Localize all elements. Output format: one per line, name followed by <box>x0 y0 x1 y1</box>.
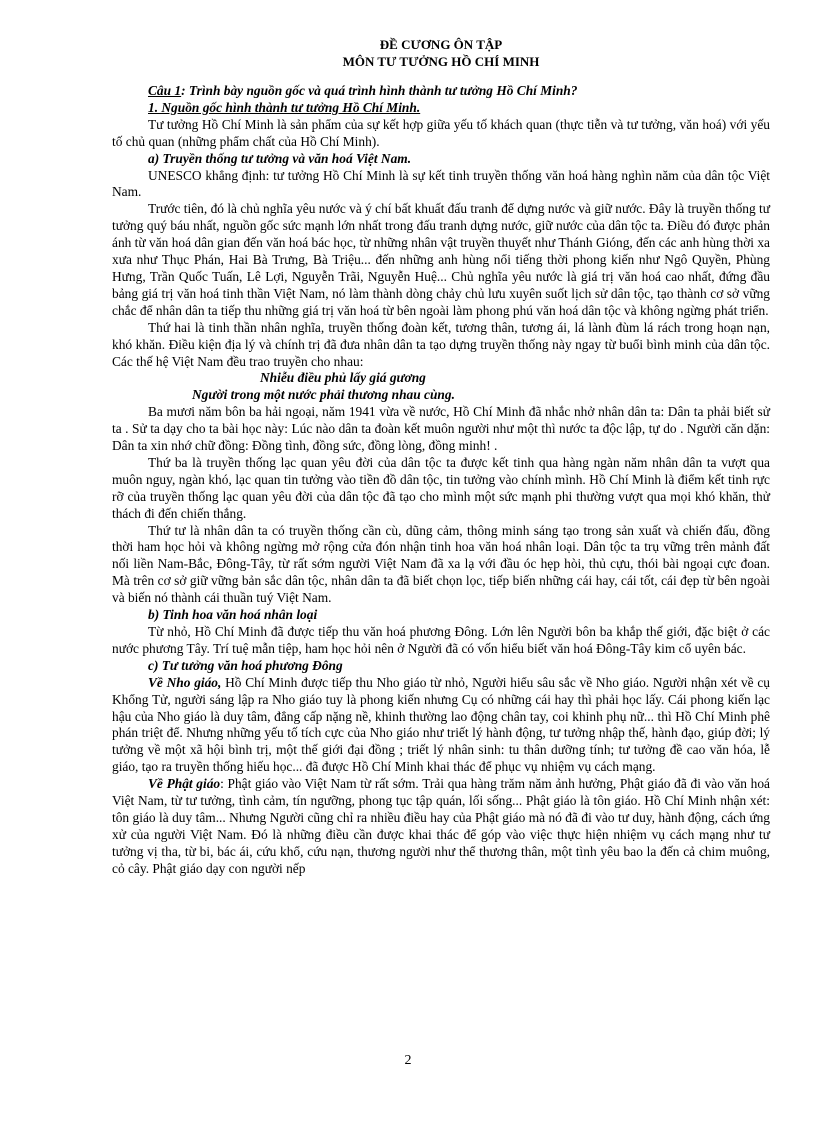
confucianism-label: Về Nho giáo, <box>148 674 222 690</box>
paragraph-buddhism <box>112 776 770 877</box>
section-heading-1: 1. Nguồn gốc hình thành tư tưởng Hồ Chí Minh. <box>148 99 421 115</box>
document-page <box>112 36 770 878</box>
document-title-line-2: MÔN TƯ TƯỞNG HỒ CHÍ MINH <box>342 54 540 69</box>
poem-line-1: Nhiễu điều phủ lấy giá gương <box>260 370 426 386</box>
poem-line-2: Người trong một nước phải thương nhau cùng. <box>192 387 455 403</box>
buddhism-label: Về Phật giáo <box>148 776 221 792</box>
paragraph-unesco: UNESCO khẳng định: tư tưởng Hồ Chí Minh là sự kết tinh truyền thống văn hoá hàng nghìn năm của dân tộc Việt Nam. <box>112 167 770 200</box>
subheading-b: b) Tinh hoa văn hoá nhân loại <box>148 607 318 623</box>
paragraph-confucianism <box>112 675 770 776</box>
paragraph-second: Thứ hai là tinh thần nhân nghĩa, truyền thống đoàn kết, tương thân, tương ái, lá lành đùm lá rách trong hoạn nạn, khó khăn. Điều kiện địa lý và chính trị đã đưa nhân dân ta tạo dựng truyền thống này ngay từ buổi bình minh của dân tộc. Các thế hệ Việt Nam đều trao truyền cho nhau: <box>112 319 770 369</box>
paragraph-third: Thứ ba là truyền thống lạc quan yêu đời của dân tộc ta được kết tinh qua hàng ngàn năm nhân dân ta vượt qua muôn nguy, ngàn khó, lạc quan tin tưởng vào tiền đồ dân tộc, tin tưởng vào chính mình. Hồ Chí Minh là điểm kết tinh rực rỡ của truyền thống lạc quan yêu đời của dân tộc đã tạo cho mình một sức mạnh phi thường vượt qua mọi khó khăn, thử thách đi đến chiến thắng. <box>112 454 770 521</box>
confucianism-text: Hồ Chí Minh được tiếp thu Nho giáo từ nhỏ, Người hiểu sâu sắc về Nho giáo. Người nhận xét về cụ Khổng Tử, người sáng lập ra Nho giáo tuy là phong kiến nhưng Cụ có những cái hay thì phải học lấy. Cái phong kiến lạc hậu của Nho giáo là duy tâm, đẳng cấp nặng nề, khinh thường lao động chân tay, coi khinh phụ nữ... thì Hồ Chí Minh phê phán triệt để. Nhưng những yếu tố tích cực của Nho giáo như triết lý hành động, tư tưởng nhập thế, hành đạo, giúp đời; lý tưởng về một xã hội bình trị, một thế giới đại đồng ; triết lý nhân sinh: tu thân dưỡng tính; tư tưởng đề cao văn hóa, lễ giáo, tạo ra truyền thống hiếu học... đã được Hồ Chí Minh khai thác để phục vụ nhiệm vụ cách mạng. <box>112 674 770 775</box>
page-number: 2 <box>404 1053 412 1068</box>
question-heading <box>148 83 770 100</box>
paragraph-fourth: Thứ tư là nhân dân ta có truyền thống cần cù, dũng cảm, thông minh sáng tạo trong sản xuất và chiến đấu, đồng thời ham học hỏi và không ngừng mở rộng cửa đón nhận tinh hoa văn hoá nhân loại. Dân tộc ta trụ vững trên mảnh đất nối liền Nam-Bắc, Đông-Tây, từ rất sớm người Việt Nam đã xa lạ với đầu óc hẹp hòi, thủ cựu, thói bài ngoại cực đoan. Mà trên cơ sở giữ vững bản sắc dân tộc, nhân dân ta đã biết chọn lọc, tiếp biến những cái hay, cái tốt, cái đẹp từ bên ngoài và biến nó thành cái thuần tuý Việt Nam. <box>112 522 770 606</box>
paragraph-first: Trước tiên, đó là chủ nghĩa yêu nước và ý chí bất khuất đấu tranh để dựng nước và giữ nước. Đây là truyền thống tư tưởng quý báu nhất, nguồn gốc sức mạnh lớn nhất trong đấu tranh dựng nước, giữ nước của dân tộc ta. Điều đó được phản ánh từ văn hoá dân gian đến văn hoá bác học, từ những nhân vật truyền thuyết như Thánh Gióng, đến các anh hùng thời xa xưa như Thục Phán, Hai Bà Trưng, Bà Triệu... đến những anh hùng nổi tiếng thời phong kiến như Ngô Quyền, Phùng Hưng, Trần Quốc Tuấn, Lê Lợi, Nguyễn Trãi, Nguyễn Huệ... Chủ nghĩa yêu nước là giá trị văn hoá cao nhất, đứng đầu bảng giá trị văn hoá tinh thần Việt Nam, nó làm thành dòng chảy chủ lưu xuyên suốt lịch sử dân tộc, tạo thành cơ sở vững chắc để nhân dân ta tiếp thu những giá trị văn hoá từ bên ngoài làm phong phú văn hoá dân tộc và không ngừng phát triển. <box>112 201 770 318</box>
question-label: Câu 1 <box>148 83 182 98</box>
paragraph-young: Từ nhỏ, Hồ Chí Minh đã được tiếp thu văn hoá phương Đông. Lớn lên Người bôn ba khắp thế giới, đặc biệt ở các nước phương Tây. Trí tuệ mẫn tiệp, ham học hỏi nên ở Người đã có vốn hiểu biết văn hoá Đông-Tây kim cổ uyên bác. <box>112 624 770 656</box>
question-text: : Trình bày nguồn gốc và quá trình hình thành tư tưởng Hồ Chí Minh? <box>181 83 578 98</box>
subheading-a: a) Truyền thống tư tưởng và văn hoá Việt Nam. <box>148 150 412 166</box>
paragraph-intro: Tư tưởng Hồ Chí Minh là sản phẩm của sự kết hợp giữa yếu tố khách quan (thực tiễn và tư tưởng, văn hoá) với yếu tố chủ quan (những phẩm chất của Hồ Chí Minh). <box>112 116 770 149</box>
subheading-c: c) Tư tưởng văn hoá phương Đông <box>148 657 343 673</box>
paragraph-thirty-years: Ba mươi năm bôn ba hải ngoại, năm 1941 vừa về nước, Hồ Chí Minh đã nhắc nhở nhân dân ta: Dân ta phải biết sử ta . Sử ta dạy cho ta bài học này: Lúc nào dân ta đoàn kết muôn người như một thì nước ta độc lập, tự do . Người căn dặn: Dân ta xin nhớ chữ đồng: Đồng tình, đồng sức, đồng lòng, đồng minh! . <box>112 404 770 454</box>
buddhism-text: : Phật giáo vào Việt Nam từ rất sớm. Trải qua hàng trăm năm ảnh hưởng, Phật giáo đã đi vào văn hoá Việt Nam, từ tư tưởng, tình cảm, tín ngưỡng, phong tục tập quán, lối sống... Phật giáo là tôn giáo. Hồ Chí Minh nhận xét: tôn giáo là duy tâm... Nhưng Người cũng chỉ ra nhiều điều hay của Phật giáo mà nó đã đi vào tư duy, hành động, cách ứng xử của người Việt Nam. Đó là những điều cần được khai thác để góp vào việc thực hiện nhiệm vụ cách mạng như tư tưởng vị tha, từ bi, bác ái, cứu khổ, cứu nạn, thương người như thể thương thân, một tình yêu bao la đến cả chim muông, cỏ cây. Phật giáo dạy con người nếp <box>112 776 770 876</box>
document-title-line-1: ĐỀ CƯƠNG ÔN TẬP <box>379 37 503 52</box>
